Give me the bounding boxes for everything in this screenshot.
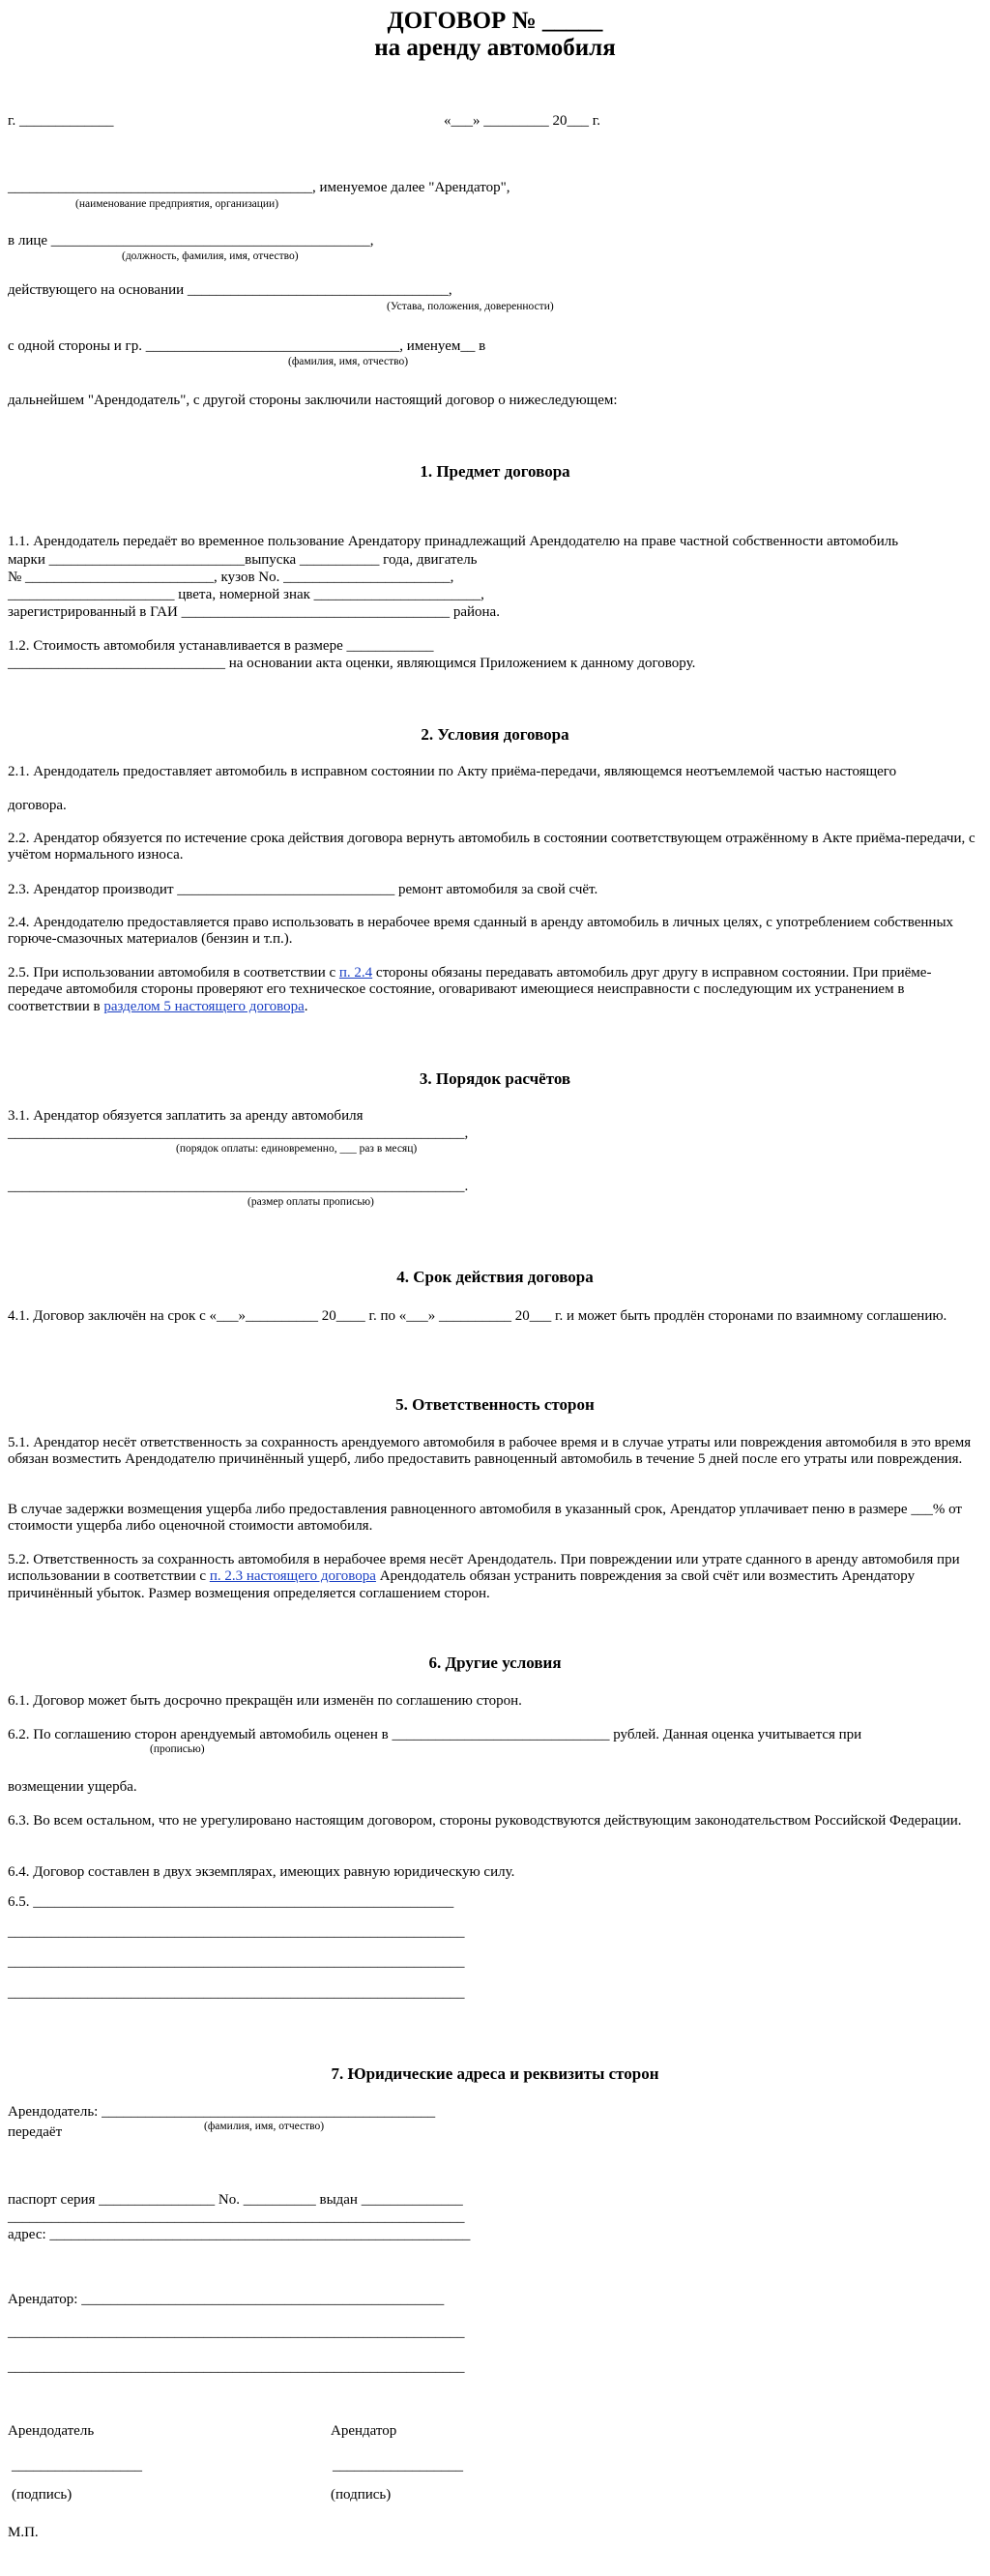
clause-6-4: 6.4. Договор составлен в двух экземплярах, имеющих равную юридическую силу. xyxy=(8,1864,515,1880)
clause-4-1: 4.1. Договор заключён на срок с «___»__________ 20____ г. по «___» __________ 20___ г. и может быть продлён сторонами по взаимному соглашению. xyxy=(8,1308,947,1324)
link-clause-2-3[interactable]: п. 2.3 настоящего договора xyxy=(209,1568,376,1585)
clause-5-2-text-b: Арендодатель обязан устранить повреждения за свой счёт или возместить Арендатору причинённый убыток. Размер возмещения определяется соглашением сторон. xyxy=(8,1568,916,1601)
payment-order-line: _______________________________________________________________, xyxy=(8,1126,469,1141)
clause-6-2-caption: (прописью) xyxy=(150,1743,205,1755)
contract-title: ДОГОВОР № _____ xyxy=(387,8,603,34)
blank-line: _______________________________________________________________ xyxy=(8,2359,465,2375)
signature-lessee-label: Арендатор xyxy=(331,2423,397,2439)
clause-5-2-text-a: 5.2. Ответственность за сохранность автомобиля в нерабочее время несёт Арендодатель. При повреждении или утрате сданного в аренду автомобиля при использовании в соответствии с xyxy=(8,1552,960,1585)
signature-lessee-caption: (подпись) xyxy=(331,2487,392,2503)
lessor-requisites-caption: (фамилия, имя, отчество) xyxy=(204,2121,325,2132)
lessee-name-caption: (наименование предприятия, организации) xyxy=(75,198,279,210)
clause-5-1: 5.1. Арендатор несёт ответственность за сохранность арендуемого автомобиля в рабочее время и в случае утраты или повреждения автомобиля в это время обязан возместить Арендодателю причинённый ущерб, либо предоставить равноценный автомобиль в течение 5 дней после его утраты или повреждения. xyxy=(8,1435,972,1468)
blank-line: _______________________________________________________________ xyxy=(8,2210,465,2225)
clause-1-1-line-3: № __________________________, кузов No. _______________________, xyxy=(8,570,454,585)
clause-6-2: 6.2. По соглашению сторон арендуемый автомобиль оценен в ______________________________ рублей. Данная оценка учитывается при xyxy=(8,1727,862,1742)
representative-caption: (должность, фамилия, имя, отчество) xyxy=(122,250,299,262)
signature-lessor-line: __________________ xyxy=(12,2458,142,2474)
clause-3-1: 3.1. Арендатор обязуется заплатить за аренду автомобиля xyxy=(8,1108,364,1124)
blank-line: _______________________________________________________________ xyxy=(8,2325,465,2340)
section-1-heading: 1. Предмет договора xyxy=(420,462,570,481)
lessee-name-line: __________________________________________, именуемое далее "Арендатор", xyxy=(8,180,510,195)
clause-2-1: 2.1. Арендодатель предоставляет автомобиль в исправном состоянии по Акту приёма-передачи, являющемся неотъемлемой частью настоящего xyxy=(8,764,897,779)
clause-1-1-line-2: марки ___________________________выпуска ___________ года, двигатель xyxy=(8,552,478,568)
clause-2-5-text-c: . xyxy=(304,998,308,1014)
clause-2-5 xyxy=(8,965,979,1015)
clause-2-5-text-b: стороны обязаны передавать автомобиль друг другу в исправном состоянии. При приёме-передаче автомобиля стороны проверяют его техническое состояние, оговаривают имеющиеся неисправности с последующим их устранением в соответствии в xyxy=(8,965,932,1014)
clause-6-1: 6.1. Договор может быть досрочно прекращён или изменён по соглашению сторон. xyxy=(8,1693,522,1709)
lessor-caption: (фамилия, имя, отчество) xyxy=(288,356,409,367)
clause-6-3: 6.3. Во всем остальном, что не урегулировано настоящим договором, стороны руководствуются действующим законодательством Российской Федерации. xyxy=(8,1813,962,1829)
clause-1-2-line-2: ______________________________ на основании акта оценки, являющимся Приложением к данному договору. xyxy=(8,656,696,671)
blank-line: _______________________________________________________________ xyxy=(8,1924,465,1940)
payment-amount-line: _______________________________________________________________. xyxy=(8,1179,469,1194)
contract-subtitle: на аренду автомобиля xyxy=(374,35,616,61)
date-field: «___» _________ 20___ г. xyxy=(444,113,600,129)
link-clause-2-4[interactable]: п. 2.4 xyxy=(338,965,373,981)
clause-2-3: 2.3. Арендатор производит ______________________________ ремонт автомобиля за свой счёт. xyxy=(8,882,598,897)
section-7-heading: 7. Юридические адреса и реквизиты сторон xyxy=(331,2064,659,2083)
clause-1-1-line-1: 1.1. Арендодатель передаёт во временное пользование Арендатору принадлежащий Арендодателю на праве частной собственности автомобиль xyxy=(8,534,899,549)
lessor-requisites-line: Арендодатель: ______________________________________________ xyxy=(8,2104,436,2120)
address-line: адрес: __________________________________________________________ xyxy=(8,2227,471,2242)
parties-intro: дальнейшем "Арендодатель", с другой стороны заключили настоящий договор о нижеследующем: xyxy=(8,393,618,408)
clause-2-1-end: договора. xyxy=(8,798,67,813)
clause-5-2 xyxy=(8,1552,982,1602)
lessee-requisites-line: Арендатор: __________________________________________________ xyxy=(8,2292,445,2307)
city-field: г. _____________ xyxy=(8,113,114,129)
clause-1-1-line-4: _______________________ цвета, номерной знак _______________________, xyxy=(8,587,484,602)
section-3-heading: 3. Порядок расчётов xyxy=(419,1069,571,1088)
clause-6-5: 6.5. __________________________________________________________ xyxy=(8,1894,454,1910)
blank-line: _______________________________________________________________ xyxy=(8,1954,465,1970)
lessor-requisites-word: передаёт xyxy=(8,2124,63,2140)
basis-line: действующего на основании ____________________________________, xyxy=(8,282,452,298)
representative-line: в лице ____________________________________________, xyxy=(8,233,374,249)
blank-line: _______________________________________________________________ xyxy=(8,1985,465,2001)
basis-caption: (Устава, положения, доверенности) xyxy=(387,301,554,312)
lessor-line: с одной стороны и гр. ___________________________________, именуем__ в xyxy=(8,338,486,354)
clause-1-2-line-1: 1.2. Стоимость автомобиля устанавливается в размере ____________ xyxy=(8,638,434,654)
payment-order-caption: (порядок оплаты: единовременно, ___ раз в месяц) xyxy=(176,1143,418,1155)
clause-5-1-penalty: В случае задержки возмещения ущерба либо предоставления равноценного автомобиля в указанный срок, Арендатор уплачивает пеню в размере ___% от стоимости ущерба либо оценочной стоимости автомобиля. xyxy=(8,1502,962,1535)
section-6-heading: 6. Другие условия xyxy=(428,1654,562,1672)
clause-2-2: 2.2. Арендатор обязуется по истечение срока действия договора вернуть автомобиль в состоянии соответствующем отражённому в Акте приёма-передачи, с учётом нормального износа. xyxy=(8,831,975,864)
clause-2-4: 2.4. Арендодателю предоставляется право использовать в нерабочее время сданный в аренду автомобиль в личных целях, с употреблением собственных горюче-смазочных материалов (бензин и т.п.). xyxy=(8,915,954,948)
section-2-heading: 2. Условия договора xyxy=(421,725,569,744)
section-5-heading: 5. Ответственность сторон xyxy=(395,1395,595,1414)
link-section-5[interactable]: разделом 5 настоящего договора xyxy=(103,998,305,1014)
clause-1-1-line-5: зарегистрированный в ГАИ _____________________________________ района. xyxy=(8,604,500,620)
clause-6-2-end: возмещении ущерба. xyxy=(8,1779,137,1795)
passport-line: паспорт серия ________________ No. __________ выдан ______________ xyxy=(8,2192,463,2208)
payment-amount-caption: (размер оплаты прописью) xyxy=(248,1196,374,1208)
section-4-heading: 4. Срок действия договора xyxy=(396,1268,594,1286)
signature-lessor-caption: (подпись) xyxy=(12,2487,73,2503)
signature-lessee-line: __________________ xyxy=(333,2458,463,2474)
stamp-label: М.П. xyxy=(8,2525,39,2540)
signature-lessor-label: Арендодатель xyxy=(8,2423,95,2439)
clause-2-5-text-a: 2.5. При использовании автомобиля в соответствии с xyxy=(8,965,339,981)
